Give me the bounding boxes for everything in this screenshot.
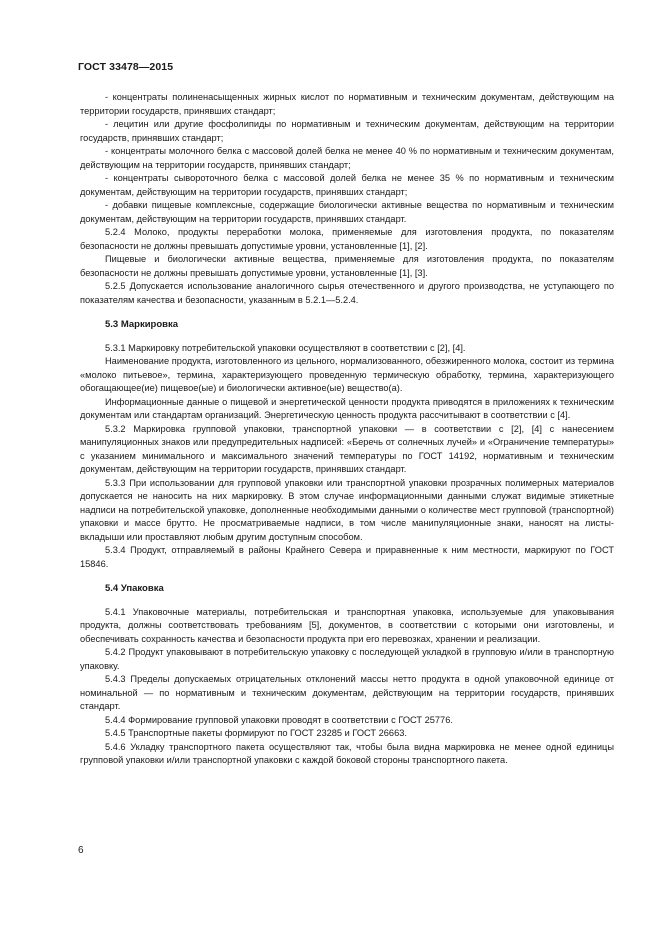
paragraph: 5.4.5 Транспортные пакеты формируют по ГОСТ 23285 и ГОСТ 26663. (105, 728, 407, 738)
paragraph: 5.3.2 Маркировка групповой упаковки, транспортной упаковки — в соответствии с [2], [4] с нанесением манипуляционных знаков или предупредительных надписей: «Беречь от солнечных лучей» и «Ограничение температуры» с указанием минимального и максимального значений температуры по ГОСТ 14192, нормативным и техническим документам, действующим на территории государств, принявших стандарт. (80, 423, 614, 474)
paragraph: Наименование продукта, изготовленного из цельного, нормализованного, обезжиренного молока, состоит из термина «молоко питьевое», термина, характеризующего проведенную термическую обработку, термина, характеризующего обогащающее(ие) пищевое(ые) и биологически активное(ые) вещество(а). (80, 356, 614, 393)
page-number: 6 (78, 845, 84, 856)
paragraph: - добавки пищевые комплексные, содержащие биологически активные вещества по нормативным и техническим документам, действующим на территории государств, принявших стандарт. (80, 200, 614, 224)
paragraph: 5.4.2 Продукт упаковывают в потребительскую упаковку с последующей укладкой в групповую и/или в транспортную упаковку. (80, 647, 614, 671)
paragraph: 5.3.1 Маркировку потребительской упаковки осуществляют в соответствии с [2], [4]. (105, 342, 466, 353)
paragraph: 5.2.5 Допускается использование аналогичного сырья отечественного и другого производства, не уступающего по показателям качества и безопасности, указанным в 5.2.1—5.2.4. (80, 281, 614, 305)
paragraph: - концентраты полиненасыщенных жирных кислот по нормативным и техническим документам, действующим на территории государств, принявших стандарт; (80, 92, 614, 116)
section-heading-packaging: 5.4 Упаковка (105, 583, 164, 594)
paragraph: 5.4.4 Формирование групповой упаковки проводят в соответствии с ГОСТ 25776. (105, 714, 453, 725)
paragraph: 5.3.4 Продукт, отправляемый в районы Крайнего Севера и приравненные к ним местности, маркируют по ГОСТ 15846. (80, 545, 614, 569)
section-heading-marking: 5.3 Маркировка (105, 319, 179, 330)
paragraph: 5.4.6 Укладку транспортного пакета осуществляют так, чтобы была видна маркировка не менее одной единицы групповой упаковки и/или транспортной упаковки с каждой боковой стороны транспортного пакета. (80, 741, 614, 765)
paragraph: - концентраты молочного белка с массовой долей белка не менее 40 % по нормативным и техническим документам, действующим на территории государств, принявших стандарт; (80, 146, 614, 170)
paragraph: - лецитин или другие фосфолипиды по нормативным и техническим документам, действующим на территории государств, принявших стандарт; (80, 119, 614, 143)
paragraph: Информационные данные о пищевой и энергетической ценности продукта приводятся в приложениях к техническим документам или стандартам организаций. Энергетическую ценность продукта рассчитывают в соответствии с [4]. (80, 396, 614, 420)
paragraph: 5.2.4 Молоко, продукты переработки молока, применяемые для изготовления продукта, по показателям безопасности не должны превышать допустимые уровни, установленные [1], [2]. (80, 227, 614, 251)
page-header: ГОСТ 33478—2015 (78, 61, 174, 73)
paragraph: 5.4.3 Пределы допускаемых отрицательных отклонений массы нетто продукта в одной упаковочной единице от номинальной — по нормативным и техническим документам, действующим на территории государств, принявших стандарт. (80, 674, 614, 711)
paragraph: 5.3.3 При использовании для групповой упаковки или транспортной упаковки прозрачных полимерных материалов допускается не наносить на них маркировку. В этом случае информационными данными служат видимые этикетные надписи на потребительской упаковке, дополненные необходимыми данными о количестве мест групповой (транспортной) упаковки и массе брутто. Не просматриваемые надписи, в том числе манипуляционные знаки, наносят на листы-вкладыши или проставляют любым другим доступным способом. (80, 477, 614, 542)
document-body (80, 91, 614, 768)
paragraph: Пищевые и биологически активные вещества, применяемые для изготовления продукта, по показателям безопасности не должны превышать допустимые уровни, установленные [1], [3]. (80, 254, 614, 278)
paragraph: 5.4.1 Упаковочные материалы, потребительская и транспортная упаковка, используемые для упаковывания продукта, должны соответствовать требованиям [5], документов, в соответствии с которыми они изготовлены, и обеспечивать сохранность качества и безопасности продукта при его перевозках, хранении и реализации. (80, 606, 614, 644)
paragraph: - концентраты сывороточного белка с массовой долей белка не менее 35 % по нормативным и техническим документам, действующим на территории государств, принявших стандарт; (80, 173, 614, 197)
